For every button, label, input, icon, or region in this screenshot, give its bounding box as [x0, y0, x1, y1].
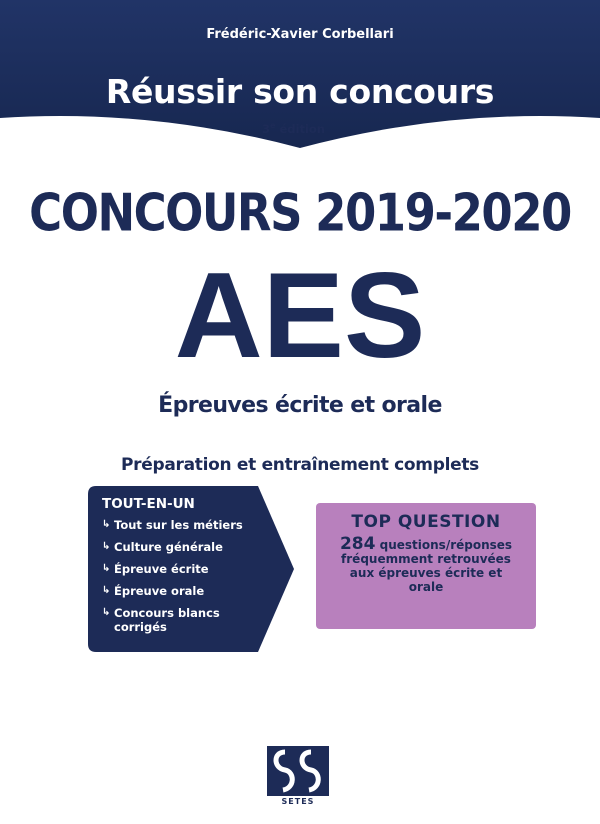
- author-name: Frédéric-Xavier Corbellari: [206, 27, 394, 42]
- top-question-box: [316, 503, 536, 629]
- edition-label: 3e édition: [262, 121, 325, 136]
- list-item: ↳ Culture générale: [102, 540, 223, 554]
- setes-logo-icon: [263, 744, 333, 804]
- publisher-name: SETES: [281, 797, 315, 806]
- tout-en-un-content: [102, 496, 272, 642]
- top-question-heading: TOP QUESTION: [351, 512, 501, 532]
- list-item: ↳ Épreuve orale: [102, 584, 205, 598]
- subtitle: Épreuves écrite et orale: [158, 393, 442, 418]
- arrow-right-icon: ↳: [102, 585, 111, 596]
- arrow-right-icon: ↳: [102, 563, 111, 574]
- list-item: ↳ Tout sur les métiers: [102, 518, 243, 532]
- arrow-right-icon: ↳: [102, 607, 111, 618]
- tout-en-un-list: [102, 518, 272, 634]
- series-title: Réussir son concours: [105, 72, 495, 111]
- preparation-tagline: Préparation et entraînement complets: [120, 455, 479, 475]
- title-main: AES: [174, 247, 426, 383]
- arrow-right-icon: ↳: [102, 519, 111, 530]
- list-item: ↳ Épreuve écrite: [102, 562, 209, 576]
- list-item: ↳ Concours blancs corrigés: [102, 606, 220, 634]
- tout-en-un-heading: TOUT-EN-UN: [102, 496, 195, 512]
- top-question-text: 284 questions/réponses fréquemment retrouvées aux épreuves écrite et orale: [339, 534, 513, 594]
- arrow-right-icon: ↳: [102, 541, 111, 552]
- title-year: CONCOURS 2019-2020: [29, 182, 571, 243]
